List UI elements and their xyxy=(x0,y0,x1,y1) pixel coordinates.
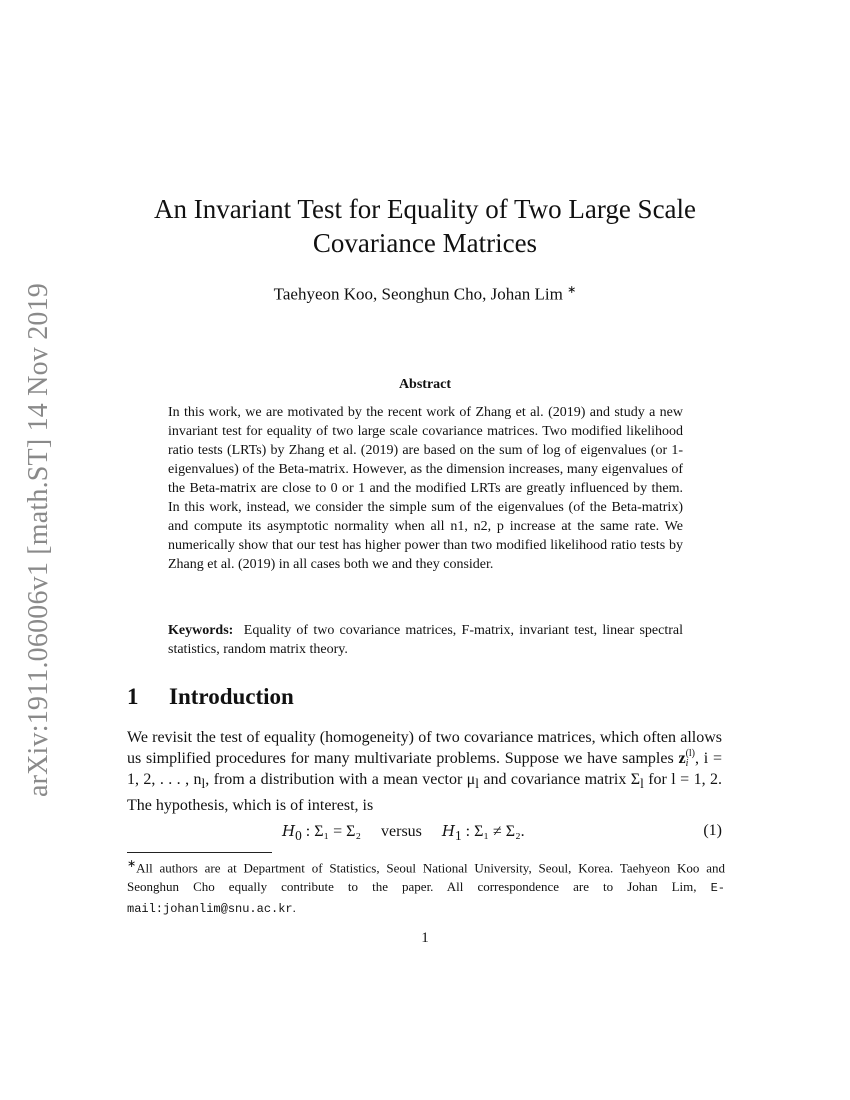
abstract-heading: Abstract xyxy=(398,377,452,392)
sample-vector-sup: (l) xyxy=(685,748,696,760)
h0-symbol: H xyxy=(282,822,296,840)
section-title: Introduction xyxy=(169,684,294,709)
intro-sub-l-3: l xyxy=(640,776,644,792)
author-list xyxy=(120,283,730,305)
arxiv-side-stamp xyxy=(19,280,59,800)
equation-number: (1) xyxy=(703,822,722,839)
footnote-end: . xyxy=(292,900,296,916)
abstract-text: In this work, we are motivated by the recent work of Zhang et al. (2019) and study a new invariant test for equality of two large scale covariance matrices. Two modified likelihood ratio tests (LRTs) by Zhang et al. (2019) are based on the sum of log of eigenvalues (or 1- eigenvalues) of the Beta-matrix. However, as the dimension increases, many eigenvalues of the Beta-matrix are close to 0 or 1 and the modified LRTs are greatly influenced by them. In this work, instead, we consider the simple sum of the eigenvalues (of the Beta-matrix) and compute its asymptotic normality when all n1, n2, p increase at the same rate. We numerically show that our test has higher power than two modified likelihood ratio tests by Zhang et al. (2019) in all cases both we and they consider. xyxy=(168,405,683,572)
h0-rhs: : Σ₁ = Σ₂ xyxy=(301,823,362,840)
keywords-label: Keywords: xyxy=(168,623,234,638)
page-number: 1 xyxy=(421,930,429,946)
intro-part5: for l = 1, 2. The hypothesis, which is of interest, is xyxy=(127,771,723,814)
equation-versus: versus xyxy=(381,823,422,840)
sample-vector-sub: i xyxy=(685,758,689,770)
equation-body xyxy=(282,822,525,844)
intro-part2: , i = 1, 2, . . . , n xyxy=(127,750,723,789)
intro-paragraph xyxy=(127,727,722,816)
keywords-text: Equality of two covariance matrices, F-matrix, invariant test, linear spectral statistics, random matrix theory. xyxy=(168,623,684,657)
footnote xyxy=(127,855,725,919)
h1-subscript: 1 xyxy=(455,828,462,844)
sample-vector-indices xyxy=(686,749,695,769)
h1-rhs: : Σ₁ ≠ Σ₂. xyxy=(461,823,525,840)
h0-subscript: 0 xyxy=(295,828,302,844)
intro-part3: , from a distribution with a mean vector μ xyxy=(205,771,476,789)
author-names: Taehyeon Koo, Seonghun Cho, Johan Lim xyxy=(273,284,563,304)
arxiv-identifier: arXiv:1911.06006v1 [math.ST] 14 Nov 2019 xyxy=(23,282,54,798)
section-number: 1 xyxy=(127,684,139,709)
intro-part4: and covariance matrix Σ xyxy=(478,771,641,789)
footnote-divider xyxy=(127,852,272,853)
h1-symbol: H xyxy=(441,822,455,840)
paper-title: An Invariant Test for Equality of Two Large Scale Covariance Matrices xyxy=(153,194,697,258)
footnote-text: All authors are at Department of Statistics, Seoul National University, Seoul, Korea. Taehyeon Koo and Seonghun Cho equally contribute to the paper. All correspondence are to Johan Lim, xyxy=(127,860,725,895)
author-footnote-mark: ∗ xyxy=(567,284,577,296)
footnote-email: E-mail:johanlim@snu.ac.kr xyxy=(127,881,725,917)
footnote-mark: ∗ xyxy=(127,858,137,870)
intro-part1: We revisit the test of equality (homogeneity) of two covariance matrices, which often allows us simplified procedures for many multivariate problems. Suppose we have samples xyxy=(127,729,722,767)
section-heading-introduction xyxy=(127,684,294,710)
intro-sub-l-1: l xyxy=(201,776,206,792)
keywords-block xyxy=(168,621,683,659)
intro-sub-l-2: l xyxy=(475,776,479,792)
sample-vector-symbol: z xyxy=(678,750,686,767)
